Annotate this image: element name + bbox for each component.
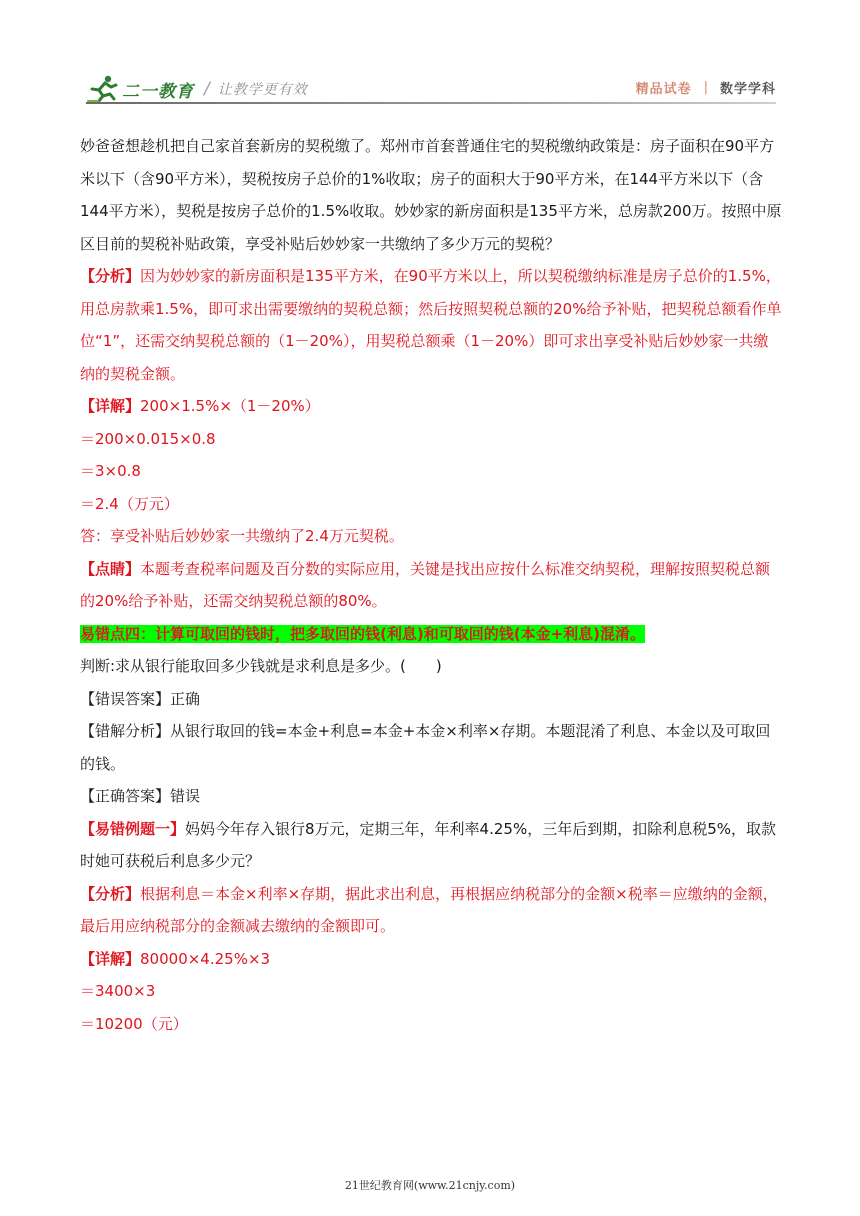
wrong-analysis-text: 从银行取回的钱=本金+利息=本金+本金×利率×存期。本题混淆了利息、本金以及可取回的钱。 bbox=[80, 722, 771, 773]
point-label: 【点睛】 bbox=[80, 559, 141, 578]
analysis-2-label: 【分析】 bbox=[80, 884, 141, 903]
logo-slash: / bbox=[204, 79, 210, 99]
tag-premium: 精品试卷 bbox=[635, 82, 692, 97]
wrong-analysis-label: 【错解分析】 bbox=[80, 722, 171, 740]
problem-intro: 妙爸爸想趁机把自己家首套新房的契税缴了。郑州市首套普通住宅的契税缴纳政策是：房子面积在90平方米以下（含90平方米），契税按房子总价的1%收取；房子的面积大于90平方米，在144平方米以下（含144平方米），契税是按房子总价的1.5%收取。妙妙家的新房面积是135平方米，总房款200万。按照中原区目前的契税补贴政策，享受补贴后妙妙家一共缴纳了多少万元的契税？ bbox=[80, 137, 782, 253]
detail-1-line-3: ＝3×0.8 bbox=[80, 462, 141, 480]
analysis-1 bbox=[80, 260, 782, 390]
detail-1-line-1 bbox=[80, 390, 782, 423]
wrong-answer-value: 正确 bbox=[170, 689, 201, 708]
detail-2-label: 【详解】 bbox=[80, 949, 141, 968]
detail-1-line-2: ＝200×0.015×0.8 bbox=[80, 429, 216, 448]
tag-separator: | bbox=[703, 80, 708, 95]
correct-answer-label: 【正确答案】 bbox=[80, 787, 171, 805]
analysis-1-text: 因为妙妙家的新房面积是135平方米，在90平方米以上，所以契税缴纳标准是房子总价的1.5%，用总房款乘1.5%，即可求出需要缴纳的契税总额；然后按照契税总额的20%给予补贴，把契税总额看作单位“1”，还需交纳契税总额的（1－20%），用契税总额乘（1－20%）即可求出享受补贴后妙妙家一共缴纳的契税金额。 bbox=[80, 267, 782, 383]
example-label: 【易错例题一】 bbox=[80, 819, 186, 838]
logo-slogan: 让教学更有效 bbox=[217, 82, 308, 98]
wrong-answer-label: 【错误答案】 bbox=[80, 689, 171, 708]
wrong-analysis bbox=[80, 715, 782, 780]
header-divider bbox=[86, 102, 776, 104]
error-point-title: 易错点四：计算可取回的钱时，把多取回的钱(利息)和可取回的钱(本金+利息)混淆。 bbox=[80, 624, 645, 643]
detail-2-line-1 bbox=[80, 943, 782, 976]
analysis-1-label: 【分析】 bbox=[80, 267, 141, 285]
analysis-2-text: 根据利息＝本金×利率×存期，据此求出利息，再根据应纳税部分的金额×税率＝应缴纳的金额，最后用应纳税部分的金额减去缴纳的金额即可。 bbox=[80, 884, 778, 935]
judge-question: 判断:求从银行能取回多少钱就是求利息是多少。( ) bbox=[80, 657, 442, 675]
wrong-answer bbox=[80, 683, 782, 716]
logo-name: 二一教育 bbox=[122, 81, 194, 102]
header-tags bbox=[636, 78, 776, 97]
point-text: 本题考查税率问题及百分数的实际应用，关键是找出应按什么标准交纳契税，理解按照契税总额的20%给予补贴，还需交纳契税总额的80%。 bbox=[80, 559, 771, 610]
detail-2-line-1-text: 80000×4.25%×3 bbox=[140, 949, 271, 968]
page-header bbox=[86, 72, 776, 106]
logo bbox=[86, 72, 308, 106]
running-man-icon bbox=[86, 74, 120, 104]
detail-1-line-1-text: 200×1.5%×（1－20%） bbox=[140, 397, 320, 415]
example-text: 妈妈今年存入银行8万元，定期三年，年利率4.25%，三年后到期，扣除利息税5%，取款时她可获税后利息多少元？ bbox=[80, 819, 777, 870]
point-note bbox=[80, 553, 782, 618]
analysis-2 bbox=[80, 878, 782, 943]
error-point-heading bbox=[80, 618, 782, 651]
example-question bbox=[80, 813, 782, 878]
detail-2-line-2: ＝3400×3 bbox=[80, 982, 156, 1000]
correct-answer-value: 错误 bbox=[170, 787, 201, 805]
detail-2-line-3: ＝10200（元） bbox=[80, 1014, 188, 1033]
tag-subject: 数学学科 bbox=[719, 82, 776, 97]
detail-1-label: 【详解】 bbox=[80, 397, 141, 415]
answer-1: 答：享受补贴后妙妙家一共缴纳了2.4万元契税。 bbox=[80, 527, 404, 545]
page-footer: 21世纪教育网(www.21cnjy.com) bbox=[344, 1179, 516, 1192]
correct-answer bbox=[80, 780, 782, 813]
document-body bbox=[80, 130, 782, 1040]
detail-1-line-4: ＝2.4（万元） bbox=[80, 494, 179, 513]
